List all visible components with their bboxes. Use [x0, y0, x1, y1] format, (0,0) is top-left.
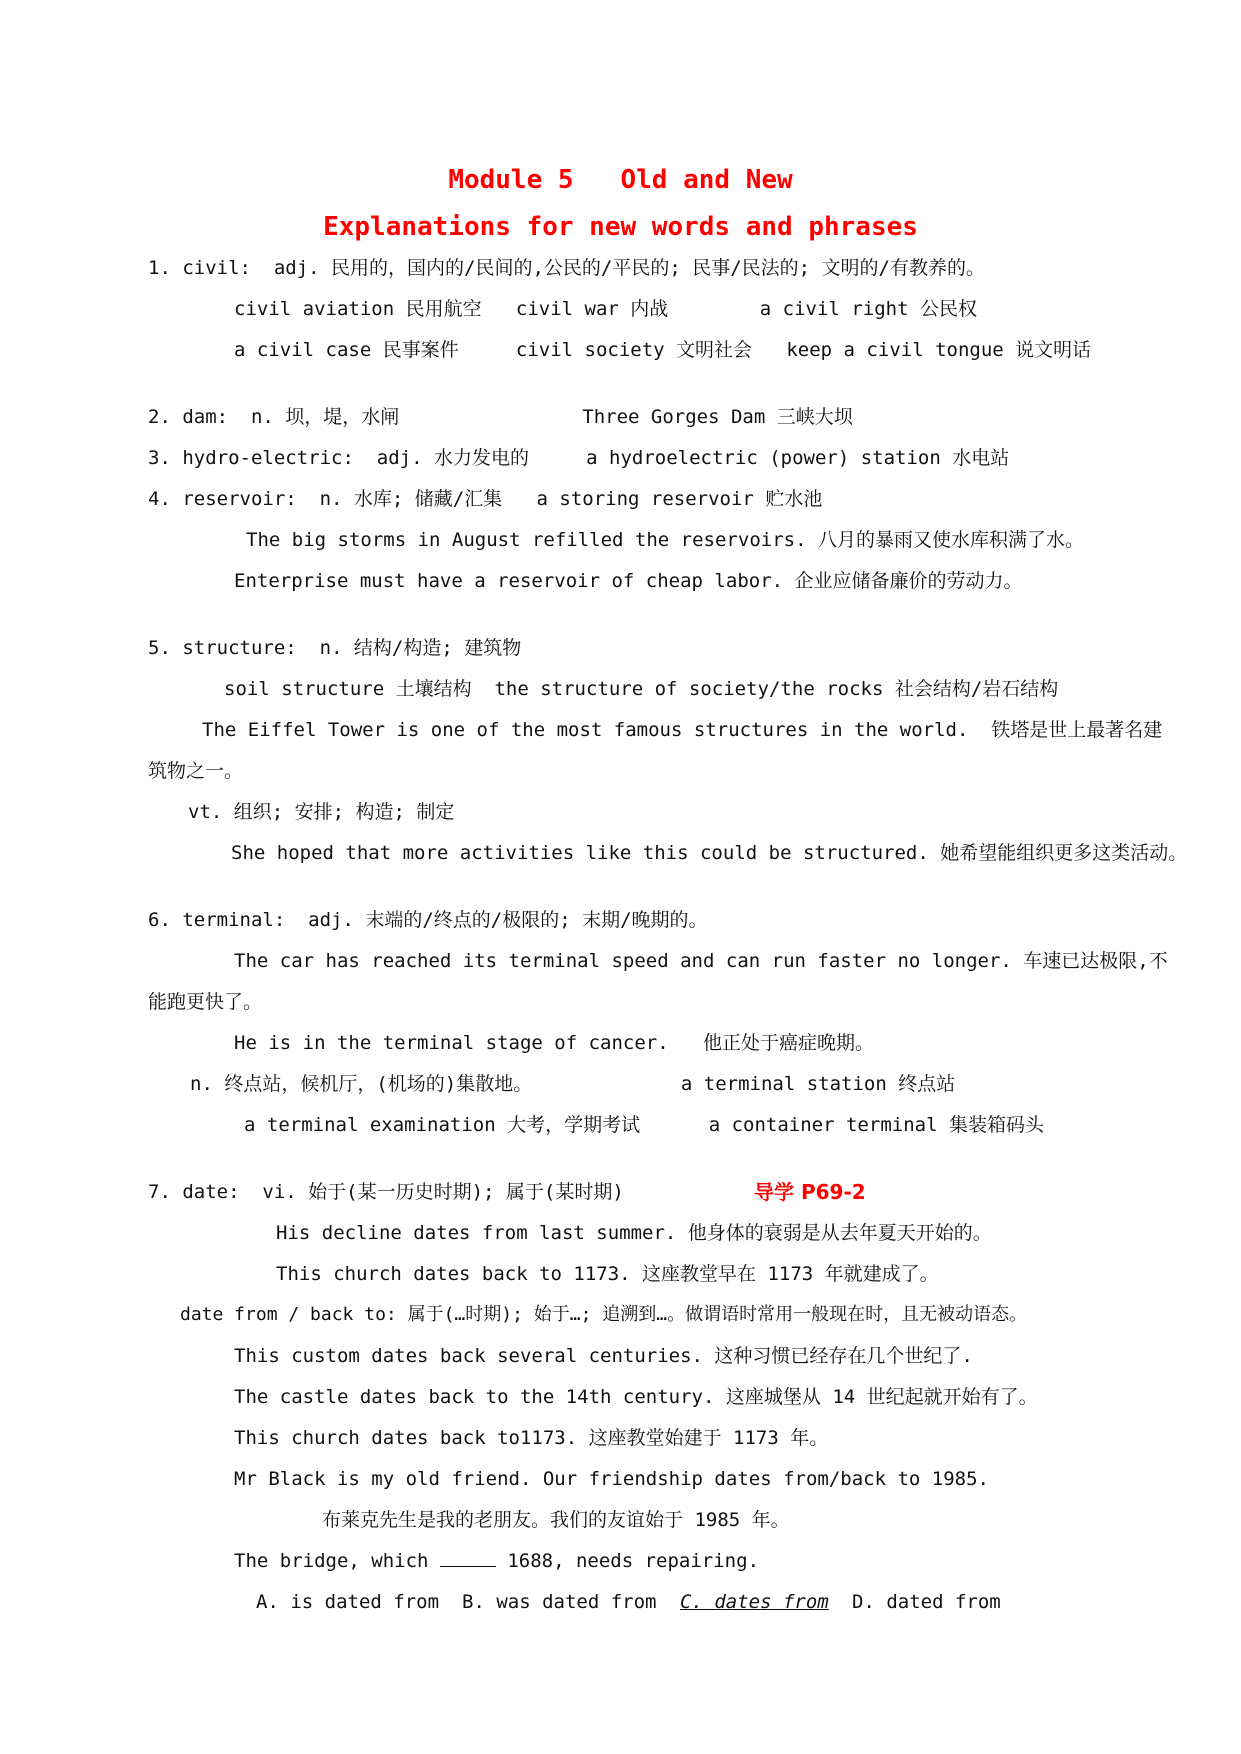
entry-reservoir: 4. reservoir: n. 水库; 储藏/汇集 a storing reservoir 贮水池	[148, 488, 823, 510]
question-stem-before: The bridge, which	[234, 1550, 440, 1572]
example-line: a civil case 民事案件 civil society 文明社会 keep a civil tongue 说文明话	[234, 339, 1092, 361]
example-line: civil aviation 民用航空 civil war 内战 a civil right 公民权	[234, 298, 977, 320]
option-b: B. was dated from	[462, 1591, 657, 1613]
entry-hydro-electric: 3. hydro-electric: adj. 水力发电的 a hydroelectric (power) station 水电站	[148, 447, 1010, 469]
example-line: soil structure 土壤结构 the structure of society/the rocks 社会结构/岩石结构	[224, 678, 1059, 700]
question-stem-after: 1688, needs repairing.	[495, 1550, 760, 1572]
option-d: D. dated from	[852, 1591, 1001, 1613]
example-line: This church dates back to 1173. 这座教堂早在 1173 年就建成了。	[276, 1263, 939, 1285]
example-line: a terminal examination 大考，学期考试 a container terminal 集装箱码头	[244, 1114, 1044, 1136]
example-line: Mr Black is my old friend. Our friendship dates from/back to 1985.	[234, 1468, 989, 1490]
example-line: The car has reached its terminal speed and can run faster no longer. 车速已达极限,不	[234, 950, 1168, 972]
example-line: He is in the terminal stage of cancer. 他正处于癌症晚期。	[234, 1032, 874, 1054]
example-line: Enterprise must have a reservoir of cheap labor. 企业应储备廉价的劳动力。	[234, 570, 1023, 592]
entry-terminal: 6. terminal: adj. 末端的/终点的/极限的; 末期/晚期的。	[148, 909, 708, 931]
example-line: This church dates back to1173. 这座教堂始建于 1173 年。	[234, 1427, 829, 1449]
entry-civil: 1. civil: adj. 民用的，国内的/民间的,公民的/平民的; 民事/民法的; 文明的/有教养的。	[148, 257, 985, 279]
option-c-answer: C. dates from	[680, 1591, 829, 1613]
example-line: This custom dates back several centuries. 这种习惯已经存在几个世纪了.	[234, 1345, 973, 1367]
example-line: The big storms in August refilled the reservoirs. 八月的暴雨又使水库积满了水。	[246, 529, 1084, 551]
example-line: 筑物之一。	[148, 760, 244, 782]
section-subtitle: Explanations for new words and phrases	[323, 212, 918, 242]
sense-line: n. 终点站，候机厅，(机场的)集散地。 a terminal station 终点站	[190, 1073, 956, 1095]
example-line: The Eiffel Tower is one of the most famous structures in the world. 铁塔是世上最著名建	[202, 719, 1163, 741]
exercise-question	[234, 1549, 759, 1573]
example-line: The castle dates back to the 14th century. 这座城堡从 14 世纪起就开始有了。	[234, 1386, 1038, 1408]
example-line: 能跑更快了。	[148, 991, 263, 1013]
example-line: His decline dates from last summer. 他身体的衰弱是从去年夏天开始的。	[276, 1222, 992, 1244]
answer-blank	[440, 1550, 496, 1567]
entry-structure: 5. structure: n. 结构/构造; 建筑物	[148, 637, 522, 659]
entry-date: 7. date: vi. 始于(某一历史时期); 属于(某时期)	[148, 1181, 624, 1203]
reference-note: 导学 P69-2	[754, 1180, 866, 1204]
module-title: Module 5 Old and New	[448, 165, 793, 195]
example-translation: 布莱克先生是我的老朋友。我们的友谊始于 1985 年。	[322, 1509, 790, 1531]
example-line: She hoped that more activities like this could be structured. 她希望能组织更多这类活动。	[231, 842, 1188, 864]
sense-line: vt. 组织; 安排; 构造; 制定	[188, 801, 455, 823]
entry-dam: 2. dam: n. 坝，堤，水闸 Three Gorges Dam 三峡大坝	[148, 406, 853, 428]
option-a: A. is dated from	[256, 1591, 440, 1613]
usage-note: date from / back to: 属于(…时期); 始于…; 追溯到…。做谓语时常用一般现在时，且无被动语态。	[180, 1304, 1028, 1325]
